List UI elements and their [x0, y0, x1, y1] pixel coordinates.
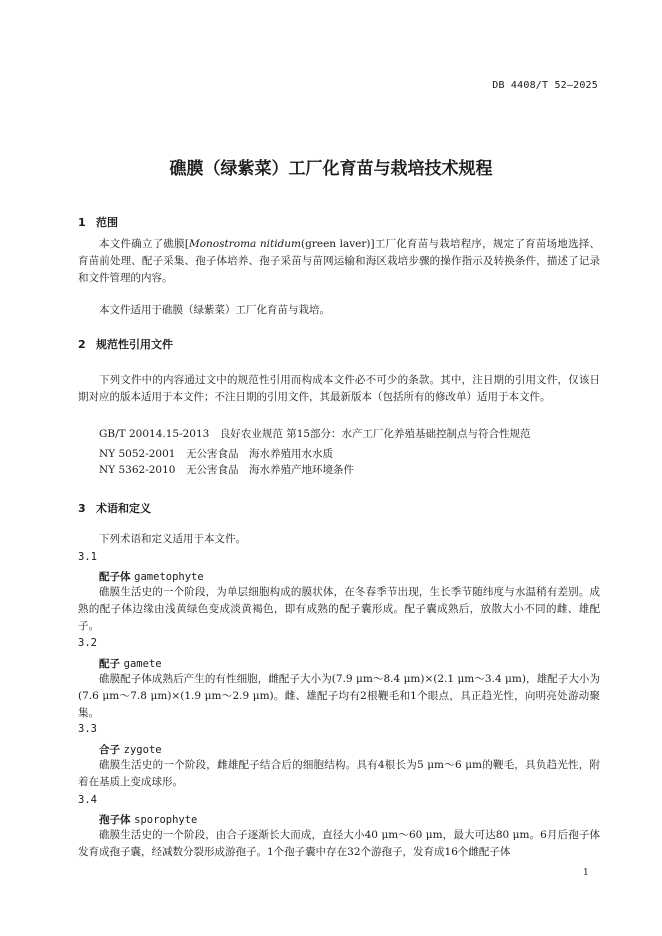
term-definition: 礁膜配子体成熟后产生的有性细胞，雌配子大小为(7.9 μm～8.4 μm)×(2.1 μm～3.4 μm)，雄配子大小为(7.6 μm～7.8 μm)×(1.9 μm～2.9 μm)。雌、雄配子均有2根鞭毛和1个眼点，具正趋光性，向明亮处游动聚集。 — [78, 673, 600, 719]
section-number: 3 — [78, 502, 86, 515]
standard-code: DB 4408/T 52—2025 — [492, 80, 598, 91]
term-heading: 合子 zygote — [99, 744, 162, 756]
section-title: 规范性引用文件 — [96, 338, 173, 351]
section-2-heading — [78, 336, 173, 352]
term-heading: 配子 gamete — [99, 658, 162, 670]
clause-number: 3.1 — [78, 551, 97, 563]
reference-item: NY 5362-2010 无公害食品 海水养殖产地环境条件 — [99, 464, 354, 476]
reference-item: GB/T 20014.15-2013 良好农业规范 第15部分：水产工厂化养殖基础控制点与符合性规范 — [99, 428, 531, 440]
document-title: 礁膜（绿紫菜）工厂化育苗与栽培技术规程 — [169, 159, 493, 179]
normative-intro: 下列文件中的内容通过文中的规范性引用而构成本文件必不可少的条款。其中，注日期的引用文件，仅该日期对应的版本适用于本文件；不注日期的引用文件，其最新版本（包括所有的修改单）适用于本文件。 — [78, 374, 600, 403]
section-number: 2 — [78, 338, 86, 351]
section-number: 1 — [78, 216, 86, 229]
term-definition: 礁膜生活史的一个阶段，雌雄配子结合后的细胞结构。具有4根长为5 μm～6 μm的鞭毛，具负趋光性，附着在基质上变成球形。 — [78, 759, 600, 788]
scope-paragraph-1: 本文件确立了礁膜[Monostroma nitidum(green laver)]工厂化育苗与栽培程序，规定了育苗场地选择、育苗前处理、配子采集、孢子体培养、孢子采苗与苗网运输和海区栽培步骤的操作指示及转换条件，描述了记录和文件管理的内容。 — [78, 238, 600, 284]
section-title: 范围 — [96, 216, 118, 229]
term-heading: 配子体 gametophyte — [99, 571, 204, 583]
section-3-heading — [78, 500, 151, 516]
term-definition: 礁膜生活史的一个阶段，由合子逐渐长大而成，直径大小40 μm～60 μm，最大可达80 μm。6月后孢子体发育成孢子囊，经减数分裂形成游孢子。1个孢子囊中存在32个游孢子，发育成16个雌配子体 — [78, 829, 600, 858]
term-definition: 礁膜生活史的一个阶段，为单层细胞构成的膜状体，在冬春季节出现，生长季节随纬度与水温稍有差别。成熟的配子体边缘由浅黄绿色变成淡黄褐色，即有成熟的配子囊形成。配子囊成熟后，放散大小不同的雌、雄配子。 — [78, 586, 600, 632]
section-title: 术语和定义 — [96, 502, 151, 515]
clause-number: 3.3 — [78, 723, 97, 735]
latin-name: Monostroma nitidum — [188, 238, 302, 250]
clause-number: 3.4 — [78, 794, 97, 806]
reference-item: NY 5052-2001 无公害食品 海水养殖用水水质 — [99, 448, 333, 460]
clause-number: 3.2 — [78, 637, 97, 649]
section-1-heading — [78, 214, 118, 230]
term-heading: 孢子体 sporophyte — [99, 814, 198, 826]
scope-paragraph-2: 本文件适用于礁膜（绿紫菜）工厂化育苗与栽培。 — [99, 304, 330, 316]
page-number: 1 — [583, 868, 589, 878]
terms-intro: 下列术语和定义适用于本文件。 — [99, 533, 246, 545]
